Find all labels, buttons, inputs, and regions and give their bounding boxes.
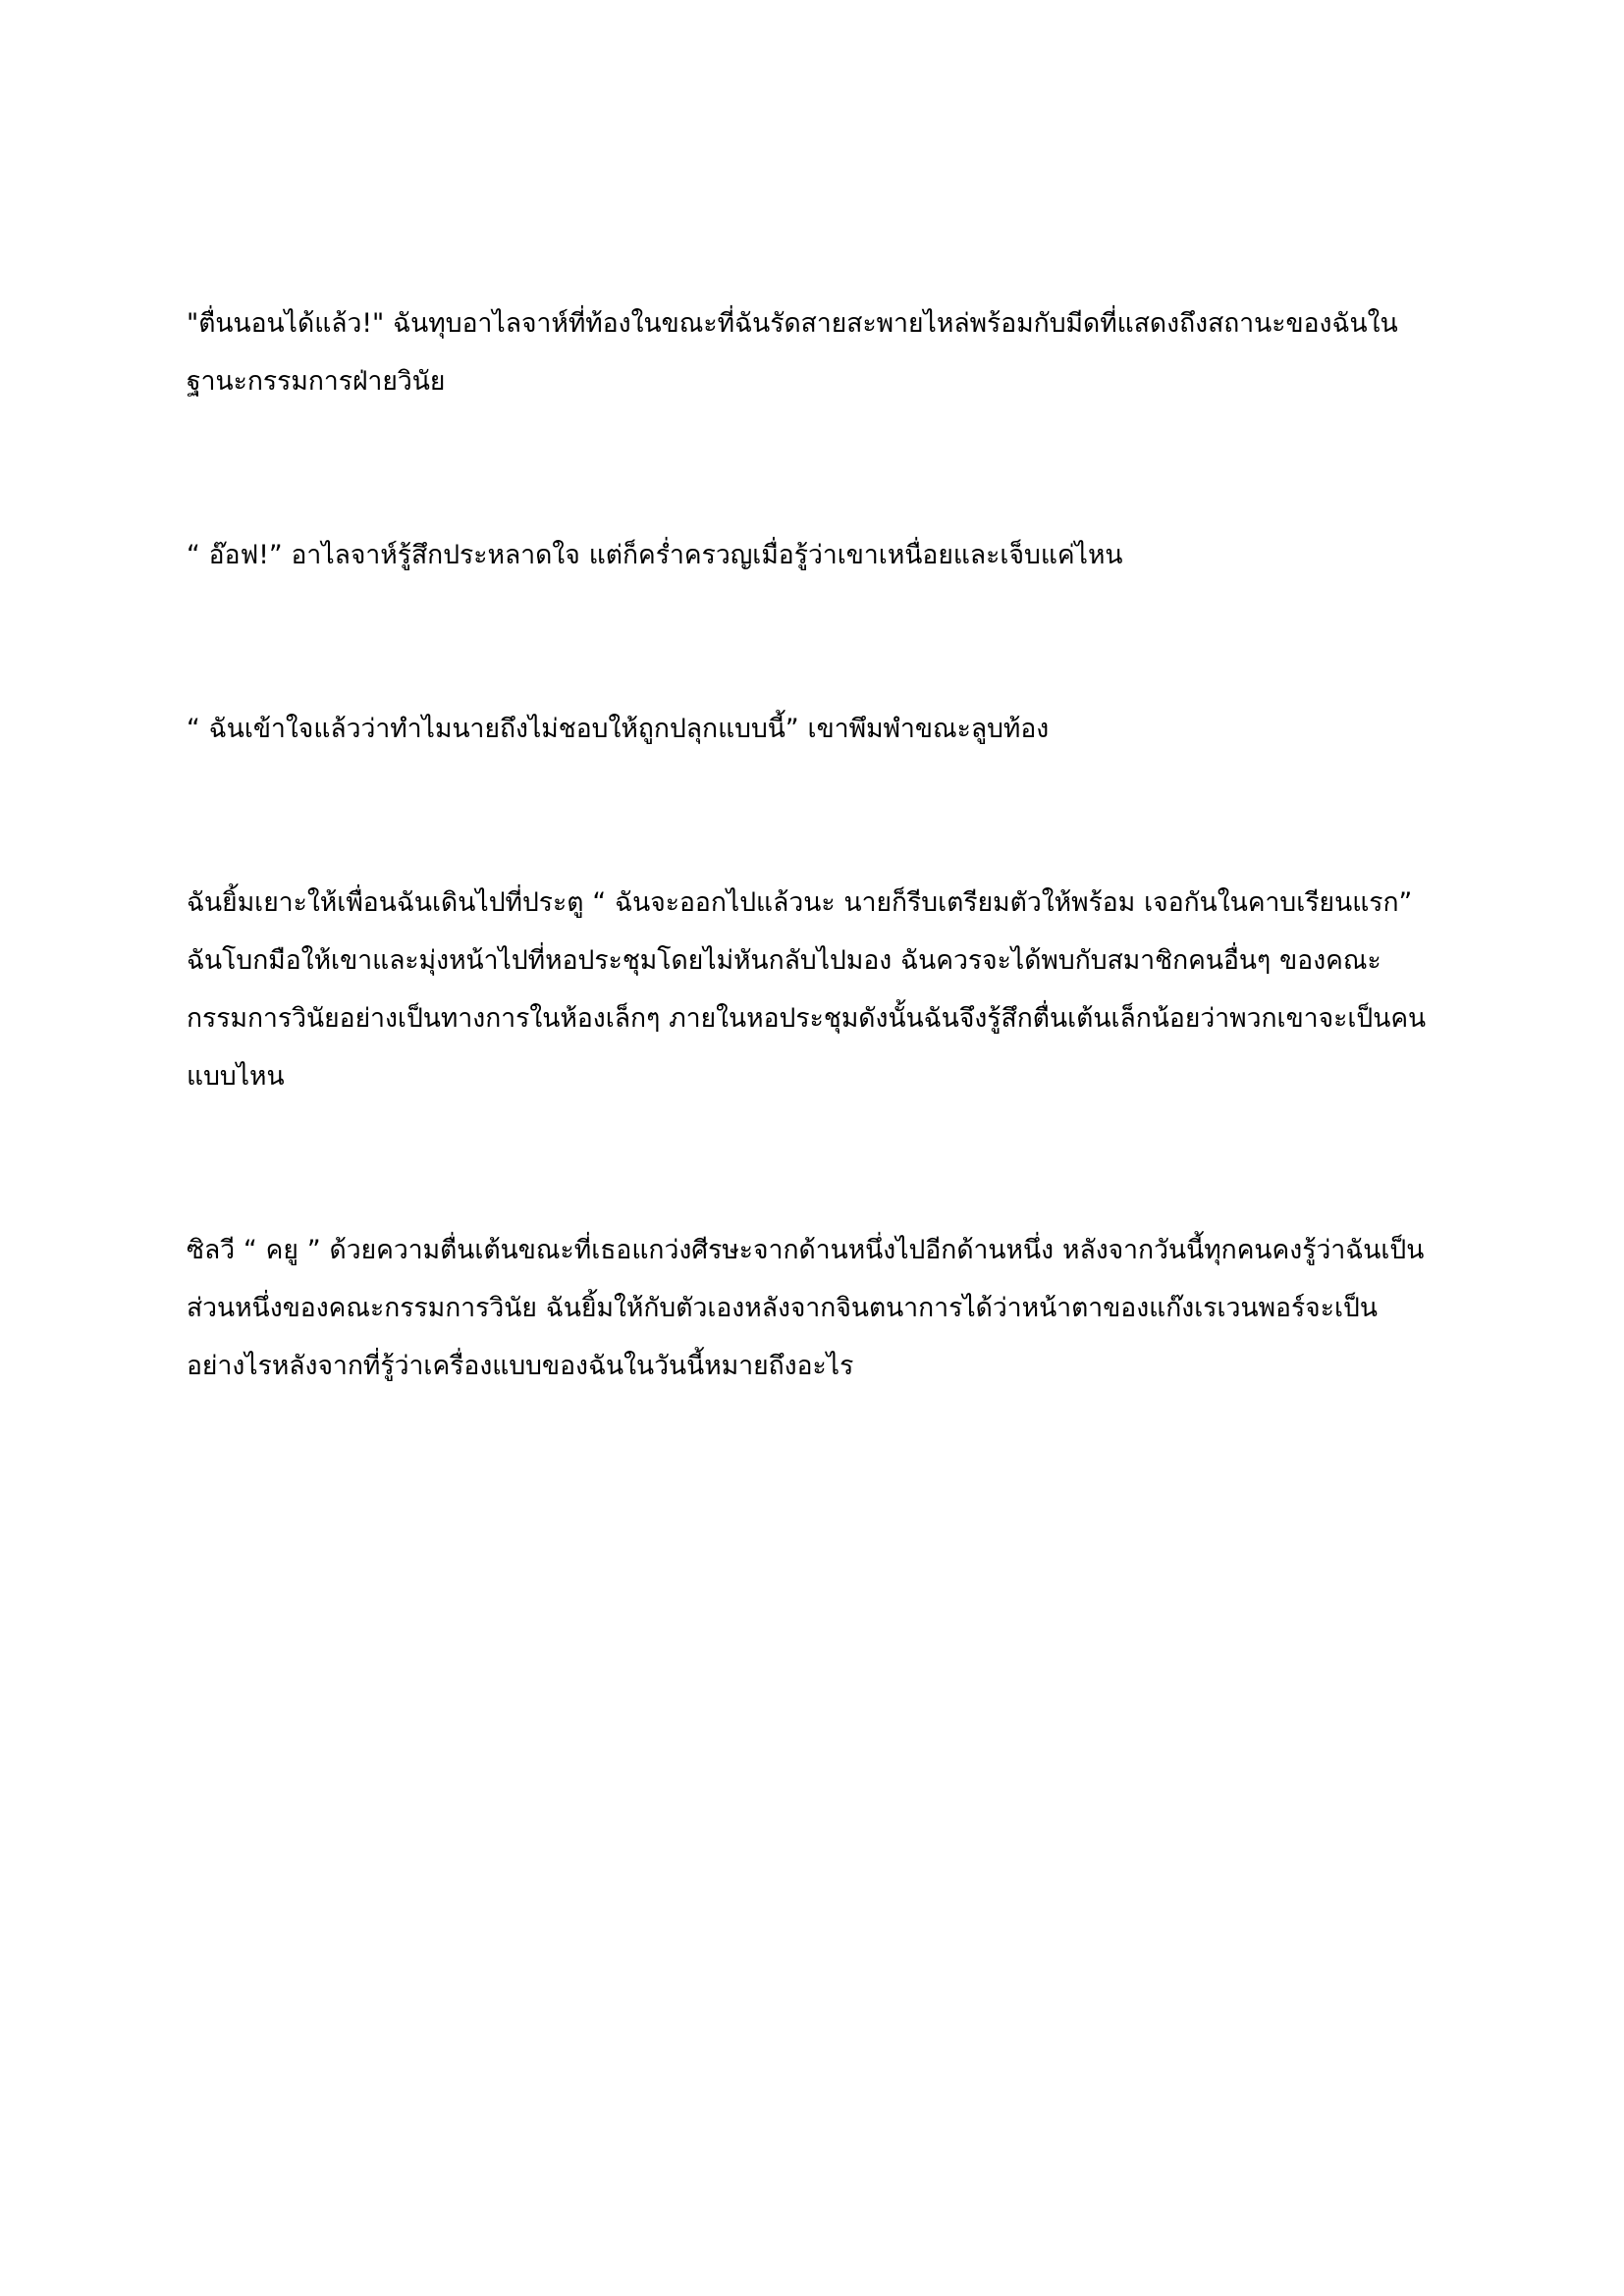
document-body bbox=[187, 294, 1443, 1395]
paragraph-3: “ ฉันเข้าใจแล้วว่าทำไมนายถึงไม่ชอบให้ถูกปลุกแบบนี้” เขาพึมพำขณะลูบท้อง bbox=[187, 714, 1050, 744]
paragraph-5: ซิลวี “ คยู ” ด้วยความตื่นเต้นขณะที่เธอแกว่งศีรษะจากด้านหนึ่งไปอีกด้านหนึ่ง หลังจากวันนี้ทุกคนคงรู้ว่าฉันเป็นส่วนหนึ่งของคณะกรรมการวินัย ฉันยิ้มให้กับตัวเองหลังจากจินตนาการได้ว่าหน้าตาของแก๊งเรเวนพอร์จะเป็นอย่างไรหลังจากที่รู้ว่าเครื่องแบบของฉันในวันนี้หมายถึงอะไร bbox=[187, 1235, 1425, 1381]
paragraph-4: ฉันยิ้มเยาะให้เพื่อนฉันเดินไปที่ประตู “ ฉันจะออกไปแล้วนะ นายก็รีบเตรียมตัวให้พร้อม เจอกันในคาบเรียนแรก” ฉันโบกมือให้เขาและมุ่งหน้าไปที่หอประชุมโดยไม่หันกลับไปมอง ฉันควรจะได้พบกับสมาชิกคนอื่นๆ ของคณะกรรมการวินัยอย่างเป็นทางการในห้องเล็กๆ ภายในหอประชุมดังนั้นฉันจึงรู้สึกตื่นเต้นเล็กน้อยว่าพวกเขาจะเป็นคนแบบไหน bbox=[187, 887, 1427, 1092]
paragraph-2: “ อ๊อฟ!” อาไลจาห์รู้สึกประหลาดใจ แต่ก็คร่ำครวญเมื่อรู้ว่าเขาเหนื่อยและเจ็บแค่ไหน bbox=[187, 540, 1123, 570]
paragraph-1: "ตื่นนอนได้แล้ว!" ฉันทุบอาไลจาห์ที่ท้องในขณะที่ฉันรัดสายสะพายไหล่พร้อมกับมีดที่แสดงถึงสถานะของฉันในฐานะกรรมการฝ่ายวินัย bbox=[187, 308, 1398, 397]
